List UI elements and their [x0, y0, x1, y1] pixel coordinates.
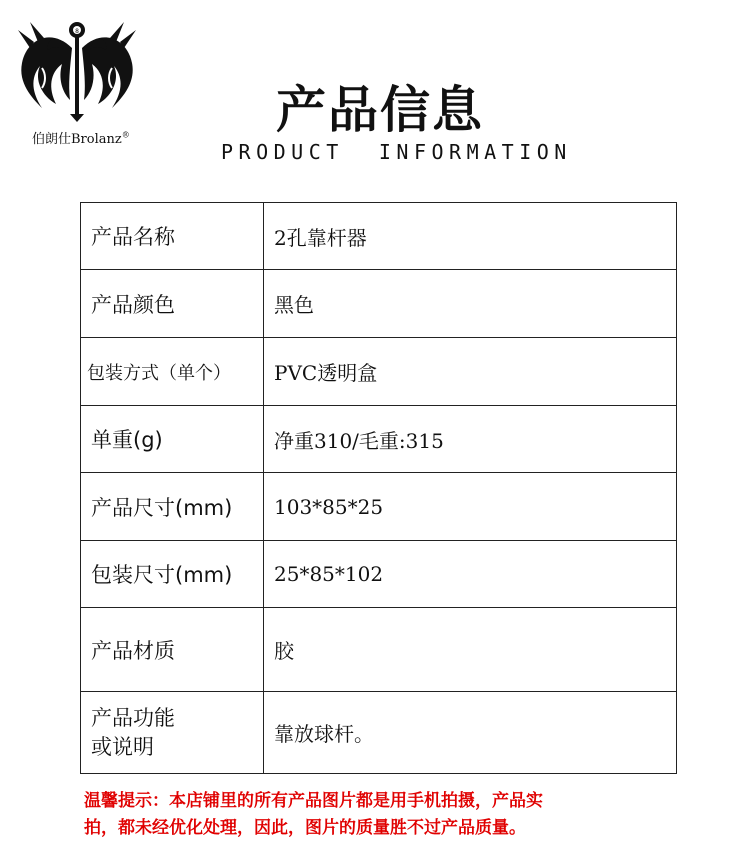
table-row — [81, 692, 677, 774]
row-value: 103*85*25 — [264, 473, 677, 541]
row-label: 包装尺寸(mm) — [81, 541, 264, 608]
row-label: 包装方式（单个） — [81, 338, 264, 406]
product-info-table — [80, 202, 677, 774]
row-value: 靠放球杆。 — [264, 692, 677, 774]
row-label — [81, 692, 264, 774]
table-row — [81, 608, 677, 692]
row-label: 产品名称 — [81, 203, 264, 270]
warm-notice — [84, 788, 684, 842]
row-value: 2孔靠杆器 — [264, 203, 677, 270]
notice-line: 拍，都未经优化处理，因此，图片的质量胜不过产品质量。 — [84, 818, 526, 838]
brand-name: 伯朗仕Brolanz® — [32, 130, 130, 147]
row-label-line: 产品功能 — [91, 705, 175, 730]
page-title: 产品信息 — [276, 81, 484, 139]
table-row — [81, 203, 677, 270]
row-label-line: 或说明 — [91, 734, 154, 759]
registered-mark: ® — [121, 130, 130, 140]
row-value: 胶 — [264, 608, 677, 692]
svg-text:8: 8 — [75, 28, 79, 35]
row-value: 黑色 — [264, 270, 677, 338]
table-row — [81, 541, 677, 608]
row-label: 产品尺寸(mm) — [81, 473, 264, 541]
row-value: PVC透明盒 — [264, 338, 677, 406]
row-value: 25*85*102 — [264, 541, 677, 608]
table-row — [81, 473, 677, 541]
table-row — [81, 338, 677, 406]
row-label: 产品材质 — [81, 608, 264, 692]
row-label: 单重(g) — [81, 406, 264, 473]
row-value: 净重310/毛重:315 — [264, 406, 677, 473]
table-row — [81, 406, 677, 473]
row-label: 产品颜色 — [81, 270, 264, 338]
table-row — [81, 270, 677, 338]
page-subtitle: PRODUCT INFORMATION — [221, 140, 572, 164]
notice-line: 温馨提示：本店铺里的所有产品图片都是用手机拍摄，产品实 — [84, 791, 543, 811]
